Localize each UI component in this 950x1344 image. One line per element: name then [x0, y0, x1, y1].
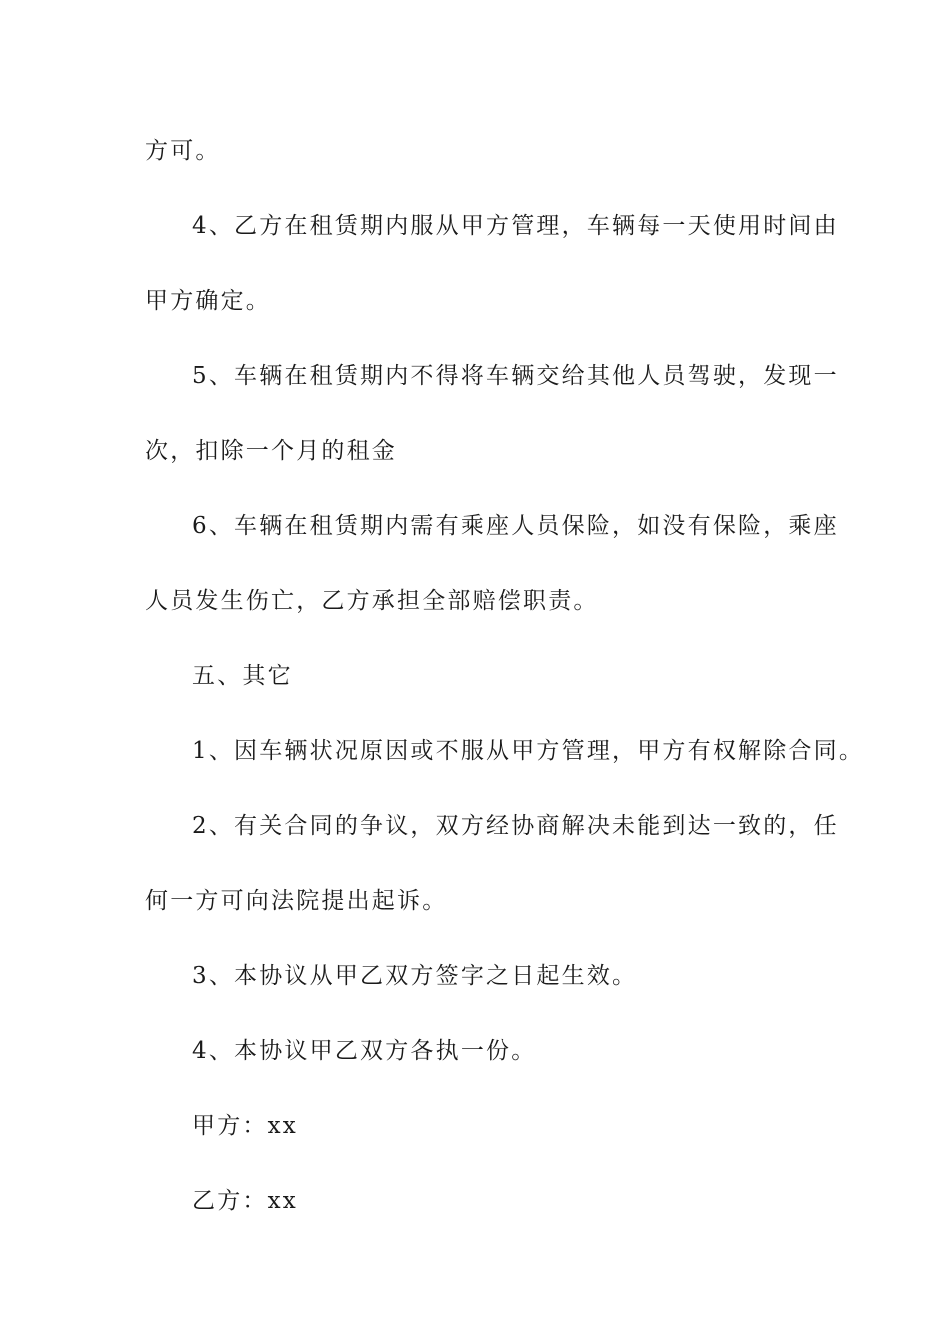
- clause-5-line-1: 5、车辆在租赁期内不得将车辆交给其他人员驾驶，发现一: [192, 363, 839, 389]
- section-heading-other: 五、其它: [192, 663, 293, 689]
- clause-6-line-2: 人员发生伤亡，乙方承担全部赔偿职责。: [145, 588, 599, 614]
- party-b-signature-line: 乙方：xx: [192, 1188, 298, 1214]
- other-clause-2-line-1: 2、有关合同的争议，双方经协商解决未能到达一致的，任: [192, 813, 839, 839]
- party-a-signature-line: 甲方：xx: [192, 1113, 298, 1139]
- clause-4-line-2: 甲方确定。: [145, 288, 271, 314]
- other-clause-2-line-2: 何一方可向法院提出起诉。: [145, 888, 448, 914]
- other-clause-1: 1、因车辆状况原因或不服从甲方管理，甲方有权解除合同。: [192, 738, 865, 764]
- text-line-continuation-1: 方可。: [145, 138, 221, 164]
- clause-5-line-2: 次，扣除一个月的租金: [145, 438, 397, 464]
- other-clause-4: 4、本协议甲乙双方各执一份。: [192, 1038, 537, 1064]
- clause-4-line-1: 4、乙方在租赁期内服从甲方管理，车辆每一天使用时间由: [192, 213, 839, 239]
- clause-6-line-1: 6、车辆在租赁期内需有乘座人员保险，如没有保险，乘座: [192, 513, 839, 539]
- other-clause-3: 3、本协议从甲乙双方签字之日起生效。: [192, 963, 638, 989]
